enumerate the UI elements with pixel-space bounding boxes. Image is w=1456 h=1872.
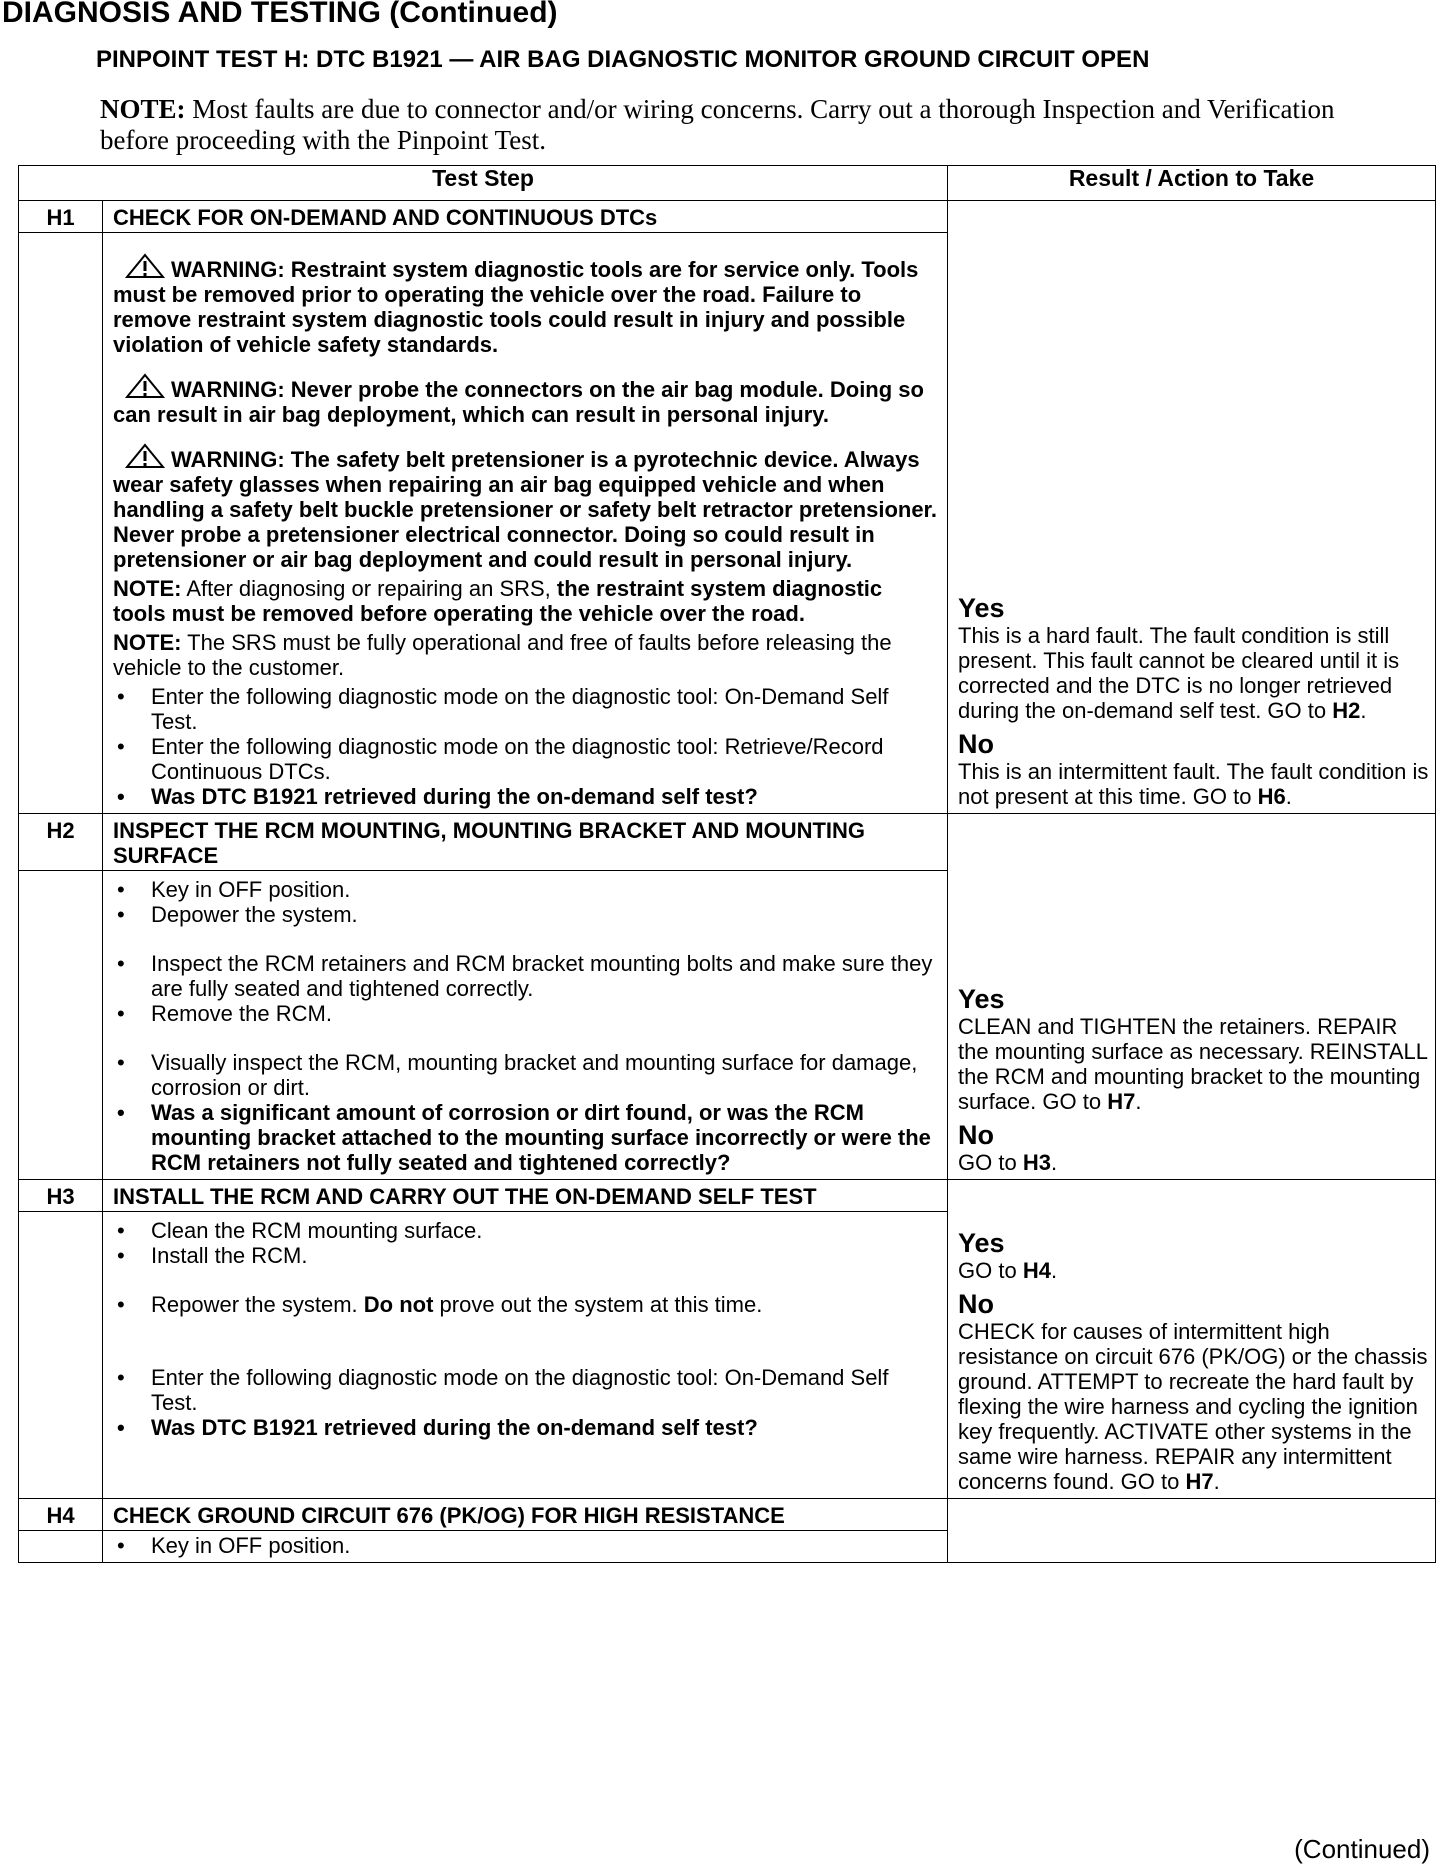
note-text: NOTE: After diagnosing or repairing an SRS, the restraint system diagnostic tools must be removed before operating the vehicle over the road.: [113, 576, 883, 626]
step-h2-head-row: [19, 814, 1436, 871]
step-body: [103, 871, 948, 1180]
step-title: CHECK FOR ON-DEMAND AND CONTINUOUS DTCs: [103, 201, 948, 233]
table-header-row: [19, 166, 1436, 201]
result-no-label: No: [958, 1120, 995, 1150]
step-id: H4: [19, 1499, 103, 1531]
list-item: • Install the RCM.: [113, 1243, 937, 1268]
goto-link[interactable]: H4: [1022, 1258, 1051, 1283]
list-item: • Was a significant amount of corrosion or dirt found, or was the RCM mounting bracket attached to the mounting surface incorrectly or were the RCM retainers not fully seated and tightened correctly?: [113, 1100, 937, 1175]
step-h4-result: [948, 1499, 1436, 1563]
intro-note-label: NOTE:: [100, 94, 186, 124]
result-no-text: CHECK for causes of intermittent high resistance on circuit 676 (PK/OG) or the chassis ground. ATTEMPT to recreate the hard fault by flexing the wire harness and cycling the ignition key frequently. ACTIVATE other systems in the same wire harness. REPAIR any intermittent concerns found. GO to H7.: [958, 1319, 1428, 1494]
list-item: • Visually inspect the RCM, mounting bracket and mounting surface for damage, corrosion or dirt.: [113, 1050, 937, 1100]
pinpoint-test-table: [18, 165, 1436, 1563]
step-body: [103, 1531, 948, 1563]
warning-triangle-icon: [125, 253, 165, 279]
goto-link[interactable]: H7: [1185, 1469, 1214, 1494]
step-h3-result: [948, 1180, 1436, 1499]
result-no-text: This is an intermittent fault. The fault condition is not present at this time. GO to H6.: [958, 759, 1429, 809]
step-title: INSTALL THE RCM AND CARRY OUT THE ON-DEMAND SELF TEST: [103, 1180, 948, 1212]
step-body: [103, 1212, 948, 1499]
list-item: • Depower the system.: [113, 902, 937, 927]
step-h3-head-row: [19, 1180, 1436, 1212]
step-id: H2: [19, 814, 103, 871]
column-header-test-step: Test Step: [19, 166, 948, 201]
result-yes-label: Yes: [958, 984, 1005, 1014]
list-item: • Repower the system. Do not prove out the system at this time.: [113, 1292, 937, 1317]
step-body: [103, 233, 948, 814]
page-title: DIAGNOSIS AND TESTING (Continued): [2, 0, 558, 29]
step-id: H3: [19, 1180, 103, 1212]
step-id-spacer: [19, 1212, 103, 1499]
goto-link[interactable]: H2: [1332, 698, 1361, 723]
goto-link[interactable]: H6: [1257, 784, 1286, 809]
warning-text: WARNING: Never probe the connectors on the air bag module. Doing so can result in air bag deployment, which can result in personal injury.: [113, 373, 937, 427]
continued-label: (Continued): [1294, 1834, 1430, 1864]
step-title: CHECK GROUND CIRCUIT 676 (PK/OG) FOR HIGH RESISTANCE: [103, 1499, 948, 1531]
list-item: • Was DTC B1921 retrieved during the on-demand self test?: [113, 784, 937, 809]
list-item: • Enter the following diagnostic mode on the diagnostic tool: On-Demand Self Test.: [113, 684, 937, 734]
note-text: NOTE: The SRS must be fully operational and free of faults before releasing the vehicle to the customer.: [113, 630, 892, 680]
result-yes-text: GO to H4.: [958, 1258, 1058, 1283]
intro-note-text: Most faults are due to connector and/or wiring concerns. Carry out a thorough Inspection and Verification before proceeding with the Pinpoint Test.: [100, 94, 1335, 155]
step-id-spacer: [19, 1531, 103, 1563]
column-header-result: Result / Action to Take: [948, 166, 1436, 201]
intro-note: [100, 94, 1400, 156]
list-item: • Enter the following diagnostic mode on the diagnostic tool: Retrieve/Record Continuous DTCs.: [113, 734, 937, 784]
step-h2-result: [948, 814, 1436, 1180]
result-no-text: GO to H3.: [958, 1150, 1058, 1175]
list-item: • Inspect the RCM retainers and RCM bracket mounting bolts and make sure they are fully seated and tightened correctly.: [113, 951, 937, 1001]
list-item: • Key in OFF position.: [113, 1533, 937, 1558]
warning-text: WARNING: The safety belt pretensioner is a pyrotechnic device. Always wear safety glasses when repairing an air bag equipped vehicle and when handling a safety belt buckle pretensioner or safety belt retractor pretensioner. Never probe a pretensioner electrical connector. Doing so could result in pretensioner or air bag deployment and could result in personal injury.: [113, 443, 937, 572]
result-yes-text: CLEAN and TIGHTEN the retainers. REPAIR the mounting surface as necessary. REINSTALL the RCM and mounting bracket to the mounting surface. GO to H7.: [958, 1014, 1428, 1114]
step-h1-result: [948, 201, 1436, 814]
step-h1-head-row: [19, 201, 1436, 233]
warning-text: WARNING: Restraint system diagnostic tools are for service only. Tools must be removed prior to operating the vehicle over the road. Failure to remove restraint system diagnostic tools could result in injury and possible violation of vehicle safety standards.: [113, 253, 937, 357]
result-no-label: No: [958, 729, 995, 759]
step-id-spacer: [19, 233, 103, 814]
warning-triangle-icon: [125, 443, 165, 469]
result-no-label: No: [958, 1289, 995, 1319]
step-id-spacer: [19, 871, 103, 1180]
list-item: • Enter the following diagnostic mode on the diagnostic tool: On-Demand Self Test.: [113, 1365, 937, 1415]
goto-link[interactable]: H7: [1107, 1089, 1136, 1114]
list-item: • Was DTC B1921 retrieved during the on-demand self test?: [113, 1415, 937, 1440]
list-item: • Clean the RCM mounting surface.: [113, 1218, 937, 1243]
result-yes-label: Yes: [958, 593, 1005, 623]
goto-link[interactable]: H3: [1022, 1150, 1051, 1175]
result-yes-text: This is a hard fault. The fault condition is still present. This fault cannot be cleared until it is corrected and the DTC is no longer retrieved during the on-demand self test. GO to H2.: [958, 623, 1400, 723]
list-item: • Key in OFF position.: [113, 877, 937, 902]
step-title: INSPECT THE RCM MOUNTING, MOUNTING BRACKET AND MOUNTING SURFACE: [103, 814, 948, 871]
list-item: • Remove the RCM.: [113, 1001, 937, 1026]
step-id: H1: [19, 201, 103, 233]
step-h4-head-row: [19, 1499, 1436, 1531]
warning-triangle-icon: [125, 373, 165, 399]
result-yes-label: Yes: [958, 1228, 1005, 1258]
pinpoint-test-title: PINPOINT TEST H: DTC B1921 — AIR BAG DIAGNOSTIC MONITOR GROUND CIRCUIT OPEN: [96, 46, 1150, 73]
